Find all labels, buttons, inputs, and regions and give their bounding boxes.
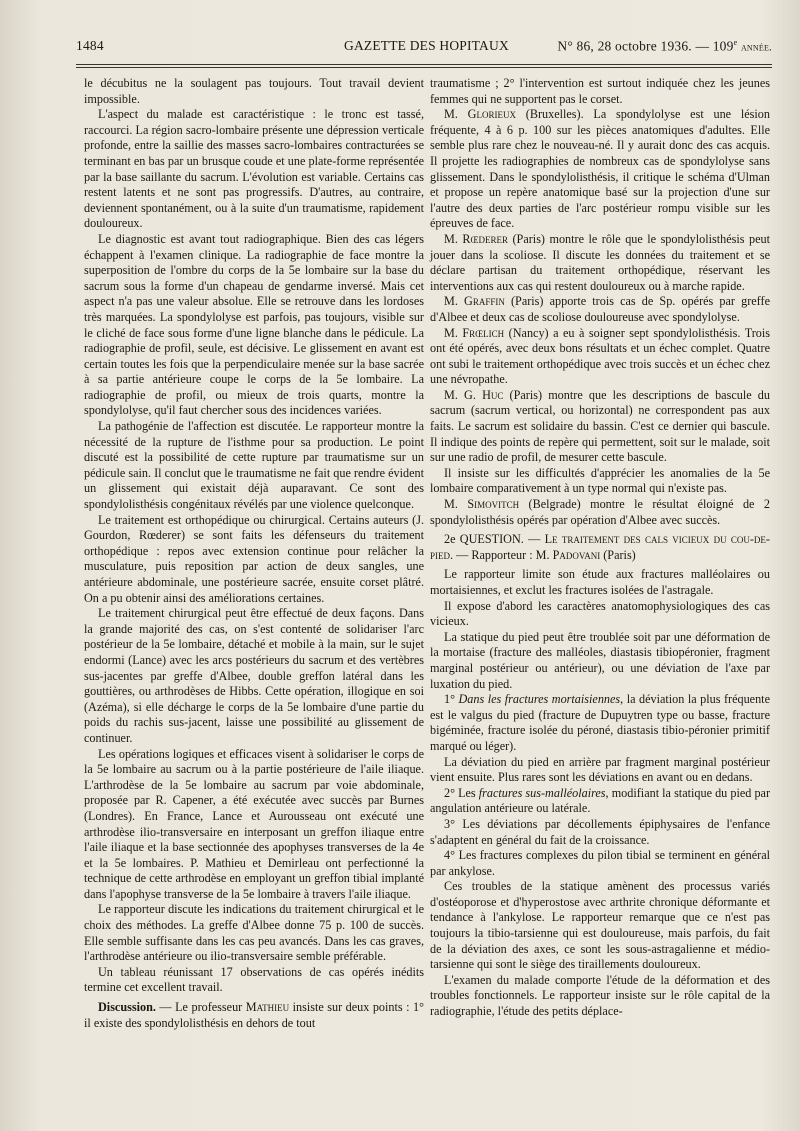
paragraph-text: (Paris) apporte trois cas de Sp. opérés par greffe d'Albee et deux cas de scoliose douloureuse avec spondylolyse. bbox=[430, 294, 770, 324]
paragraph bbox=[430, 107, 770, 232]
paragraph: La pathogénie de l'affection est discutée. Le rapporteur montre la nécessité de la rupture de l'isthme pour sa production. Le point discuté est la possibilité de cette rupture par traumatisme sur un pédicule sain. Il conclut que le traumatisme ne fait que rendre évident un glissement qui existait déjà auparavant. Ce sont des spondylolisthésis congénitaux révélés par une violence quelconque. bbox=[84, 419, 424, 512]
issue-date: N° 86, 28 octobre 1936. — 109 bbox=[557, 38, 734, 54]
paragraph: 3° Les déviations par décollements épiphysaires de l'enfance s'adaptent en général du fait de la croissance. bbox=[430, 816, 770, 847]
journal-title: GAZETTE DES HOPITAUX bbox=[344, 38, 509, 53]
paragraph: traumatisme ; 2° l'intervention est surtout indiquée chez les jeunes femmes qui ne supportent pas le corset. bbox=[430, 76, 770, 106]
paragraph: Il insiste sur les difficultés d'apprécier les anomalies de la 5e lombaire comparativement à un type normal qui n'existe pas. bbox=[430, 465, 770, 496]
page-number: 1484 bbox=[76, 38, 104, 53]
paragraph bbox=[430, 232, 770, 294]
paragraph: Le traitement chirurgical peut être effectué de deux façons. Dans la grande majorité des cas, on s'est contenté de solidariser l'arc postérieur de la 5e lombaire, détaché et mobile à la main, sur le sujet endormi (Lance) avec les arcs postérieurs du sacrum et des vertèbres sus-jacentes par greffe d'Albee, double greffon latéral dans les gouttières, ou arthrodèses de Hibbs. Cette opération, illogique en soi (Azéma), si elle décharge le corps de la 5e lombaire d'une partie du poids du rachis sus-jacent, laisse une possibilité au glissement de continuer. bbox=[84, 606, 424, 745]
paragraph: La déviation du pied en arrière par fragment marginal postérieur vient ensuite. Plus rares sont les déviations en avant ou en dedans. bbox=[430, 754, 770, 785]
question-label: 2e QUESTION. bbox=[444, 532, 524, 547]
paragraph: Le diagnostic est avant tout radiographique. Bien des cas légers échappent à l'examen clinique. La radiographie de face montre la superposition de l'ombre du corps de la 5e lombaire sur la base du sacrum sous la forme d'un chapeau de gendarme inversé. Mais cet aspect n'a pas une valeur absolue. Elle se retrouve dans les lordoses très marquées. La spondylolyse est parfois, pas toujours, visible sur le cliché de face sous forme d'une ligne blanche dans le pédicule. La radiographie de profil, seule, est décisive. Le glissement en avant est certain toutes les fois que la perpendiculaire menée sur la base sacrée à sa partie antérieure coupe le corps de la 5e lombaire. La radiographie de profil, ou mieux de trois quarts, montre la spondylolyse, qu'il faut chercher sous des incidences variées. bbox=[84, 231, 424, 418]
paragraph: Le traitement est orthopédique ou chirurgical. Certains auteurs (J. Gourdon, Rœderer) se sont faits les défenseurs du traitement orthopédique : repos avec extension continue pour relâcher la musculature, puis reposition par action de deux sangles, une antérieure abdominale, une postérieure sacrée, ensuite corset plâtré. On a pu obtenir ainsi des améliorations certaines. bbox=[84, 512, 424, 605]
speaker-name: M. Graffin bbox=[444, 294, 505, 309]
paragraph-text: (Paris) montre que les descriptions de bascule du sacrum (sacrum vertical, ou horizontal) ne correspondent pas aux faits. Le sacrum est solidaire du bassin. C'est ce dernier qui bascule. Il indique des points de repère qui permettent, soit sur le malade, soit sur une radio de profil, de mesurer cette bascule. bbox=[430, 387, 770, 465]
paragraph: Les opérations logiques et efficaces visent à solidariser le corps de la 5e lombaire au sacrum ou à la partie postérieure de l'aile iliaque. L'arthrodèse de la 5e lombaire au sacrum par voie abdominale, proposée par R. Capener, a été exécutée avec succès par Burnes (Londres). En France, Lance et Aurousseau ont exécuté une arthrodèse ilio-transversaire en interposant un greffon iliaque entre l'aile iliaque et la base sectionnée des apophyses transverses de la 4e et la 5e lombaires. P. Mathieu et Demirleau ont perfectionné la technique de cette arthrodèse en employant un greffon tibial implanté dans l'apophyse transverse de la 5e lombaire à travers l'aile iliaque. bbox=[84, 746, 424, 901]
list-number: 2° Les bbox=[444, 785, 479, 800]
issue-sup: e bbox=[733, 38, 738, 47]
discussion-rest: insiste sur deux points : 1° il existe des spondylolisthésis en dehors de tout bbox=[84, 1000, 424, 1030]
discussion-text: — Le professeur bbox=[155, 1000, 246, 1015]
paragraph: Le rapporteur discute les indications du traitement chirurgical et le choix des méthodes. La greffe d'Albee donne 75 p. 100 de succès. Elle semble suffisante dans les cas peu avancés. Dans les cas graves, l'arthrodèse antérieure ou ilio-transversaire semble préférable. bbox=[84, 902, 424, 964]
left-column bbox=[84, 76, 424, 1031]
italic-phrase: Dans les fractures mortaisiennes bbox=[458, 692, 621, 707]
issue-year-word: année. bbox=[740, 41, 772, 54]
rapporteur-name: Padovani bbox=[552, 547, 601, 562]
discussion-paragraph bbox=[84, 1000, 424, 1031]
paragraph: 4° Les fractures complexes du pilon tibial se terminent en général par ankylose. bbox=[430, 848, 770, 878]
paragraph: Le rapporteur limite son étude aux fractures malléolaires ou mortaisiennes, et exclut les fractures isolées de l'astragale. bbox=[430, 567, 770, 597]
paragraph: Ces troubles de la statique amènent des processus variés d'ostéoporose et d'hyperostose avec arthrite chronique déformante et tendance à l'ankylose. Le rapporteur remarque que ce n'est pas toujours la tibio-tarsienne qui est douloureuse, mais parfois, du fait de la déviation des axes, ce sont les sous-astragalienne et médio-tarsienne qui sont le siège des tiraillements douloureux. bbox=[430, 879, 770, 972]
speaker-name: M. Rœderer bbox=[444, 231, 509, 246]
question-title: — Le traitement des cals vicieux du cou-de-pied. bbox=[430, 532, 770, 562]
speaker-name: M. Glorieux bbox=[444, 107, 516, 122]
right-column bbox=[430, 76, 770, 1020]
rapporteur-city: (Paris) bbox=[600, 547, 636, 562]
speaker-name: M. Frœlich bbox=[444, 325, 505, 340]
paragraph: La statique du pied peut être troublée soit par une déformation de la mortaise (fracture des malléoles, diastasis tibiopéronier, fragment marginal postérieur ou antérieur), ou une déviation de l'axe par luxation du pied. bbox=[430, 629, 770, 691]
speaker-name: Mathieu bbox=[245, 1000, 290, 1015]
discussion-label: Discussion. bbox=[98, 1000, 156, 1015]
paragraph: L'examen du malade comporte l'étude de la déformation et des troubles fonctionnels. Le rapporteur insiste sur le rôle capital de la radiographie, l'étude des petits déplace- bbox=[430, 972, 770, 1019]
paragraph bbox=[430, 294, 770, 325]
paragraph: Il expose d'abord les caractères anatomophysiologiques des cas vicieux. bbox=[430, 598, 770, 629]
list-number: 1° bbox=[444, 692, 459, 707]
paragraph bbox=[430, 786, 770, 817]
paragraph: le décubitus ne la soulagent pas toujours. Tout travail devient impossible. bbox=[84, 76, 424, 106]
paragraph bbox=[430, 388, 770, 466]
header-rule bbox=[76, 64, 772, 68]
paragraph-text: (Paris) montre le rôle que le spondylolisthésis peut jouer dans la scoliose. Il discute les données du traitement et se déclare partisan du traitement orthopédique, réservant les interventions aux cas qui restent douloureux ou à marche rapide. bbox=[430, 231, 771, 293]
paragraph bbox=[430, 692, 770, 754]
paragraph bbox=[430, 497, 770, 528]
speaker-name: M. G. Huc bbox=[444, 387, 504, 402]
paragraph-text: (Bruxelles). La spondylolyse est une lésion fréquente, 4 à 6 p. 100 sur les pièces anatomiques d'adultes. Elle semble plus rare chez le nouveau-né. Il y aurait donc des cas acquis. Il projette les radiographies de nombreux cas de spondylolyse sans glissement. Dans le spondylolisthésis, il critique le schéma d'Ulman et propose un repère anatomique basé sur la projection d'une sur l'autre des deux parties de l'arc postérieur rompu visible sur les épreuves de face. bbox=[430, 107, 770, 231]
paragraph bbox=[430, 326, 770, 388]
paragraph-text: (Belgrade) montre le résultat éloigné de 2 spondylolisthésis opérés par opération d'Albee avec succès. bbox=[430, 497, 770, 527]
question-heading bbox=[430, 532, 770, 563]
speaker-name: M. Simovitch bbox=[444, 497, 520, 512]
paragraph-text: (Nancy) a eu à soigner sept spondylolisthésis. Trois ont été opérés, avec deux bons résultats et un échec complet. Quatre ont subi le traitement orthopédique avec trois succès et un échec chez une névropathe. bbox=[430, 325, 770, 387]
paragraph: Un tableau réunissant 17 observations de cas opérés inédits termine cet excellent travail. bbox=[84, 964, 424, 995]
paragraph: L'aspect du malade est caractéristique : le tronc est tassé, raccourci. La région sacro-lombaire présente une dépression verticale profonde, entre la saillie des masses sacro-lombaires contracturées se terminant en bas par un brusque coude et une plate-forme représentée par la base saillante du sacrum. L'évolution est variable. Certains cas restent latents et ne sont pas progressifs. D'autres, au contraire, deviennent spontanément, ou à la suite d'un traumatisme, rapidement douloureux. bbox=[84, 107, 424, 231]
page-header bbox=[76, 38, 772, 60]
paragraph-text: , modifiant la statique du pied par angulation antérieure ou latérale. bbox=[430, 785, 770, 816]
italic-phrase: fractures sus-malléolaires bbox=[478, 785, 606, 800]
rapporteur-text: — Rapporteur : M. bbox=[453, 547, 553, 562]
paragraph-text: , la déviation la plus fréquente est le valgus du pied (fracture de Dupuytren type ou basse, fracture bigéminée, fracture isolée du péroné, diastasis tibio-péronier primitif marqué ou léger). bbox=[430, 692, 770, 753]
issue-info bbox=[557, 38, 772, 55]
